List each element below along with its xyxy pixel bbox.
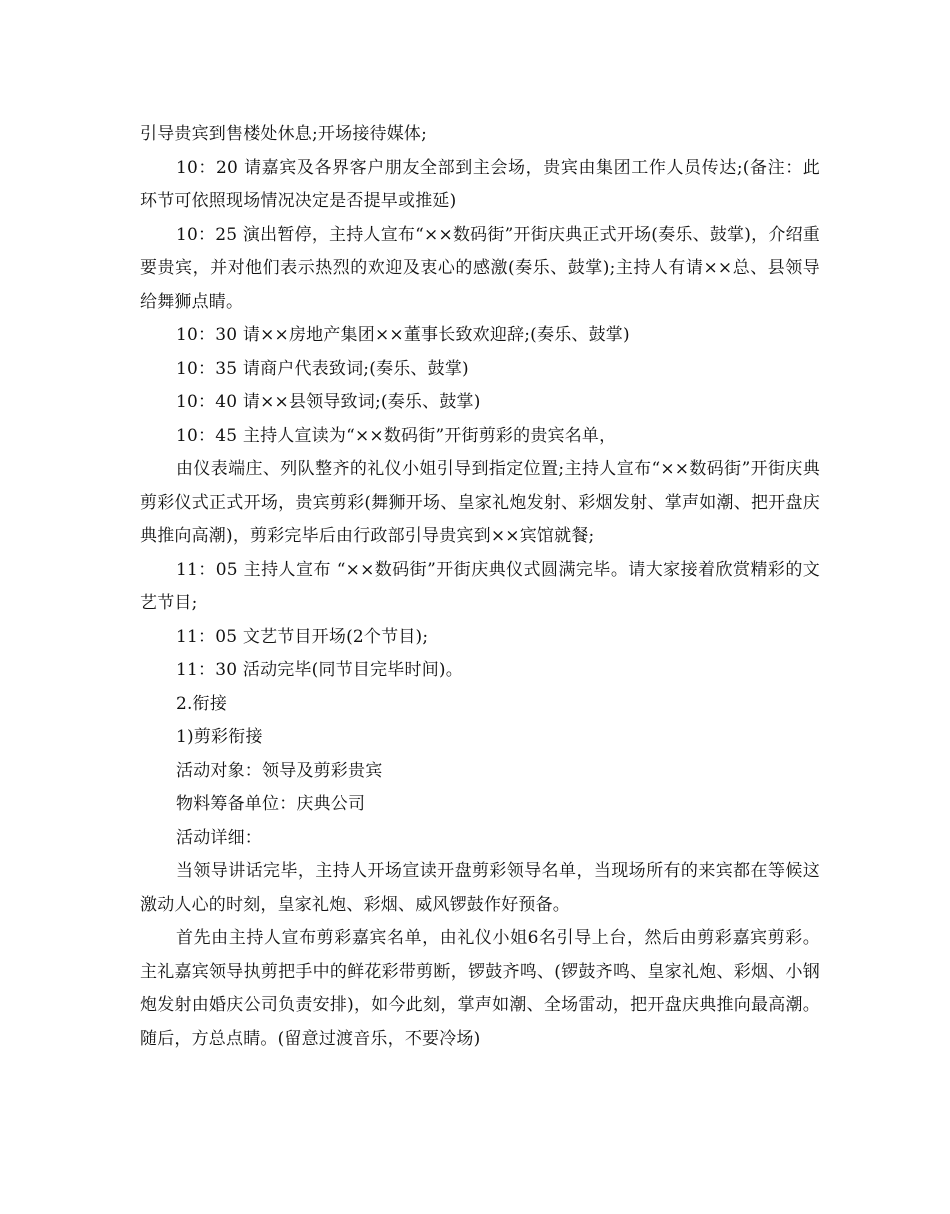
section-heading-connection: 2.衔接 (176, 693, 228, 714)
paragraph-1105-closing: 11：05 主持人宣布 “××数码街”开街庆典仪式圆满完毕。请大家接着欣赏精彩的文艺节目; (140, 559, 820, 613)
paragraph-1030: 10：30 请××房地产集团××董事长致欢迎辞;(奏乐、鼓掌) (176, 325, 630, 345)
paragraph-guide-guests: 引导贵宾到售楼处休息;开场接待媒体; (140, 124, 428, 144)
paragraph-1035: 10：35 请商户代表致词;(奏乐、鼓掌) (176, 358, 469, 379)
paragraph-materials-unit: 物料筹备单位：庆典公司 (176, 794, 366, 814)
paragraph-speech-finish: 当领导讲话完毕，主持人开场宣读开盘剪彩领导名单，当现场所有的来宾都在等候这激动人心的时刻，皇家礼炮、彩烟、威风锣鼓作好预备。 (140, 861, 820, 915)
paragraph-1130: 11：30 活动完毕(同节目完毕时间)。 (176, 660, 463, 680)
paragraph-1040: 10：40 请××县领导致词;(奏乐、鼓掌) (176, 392, 481, 412)
paragraph-1045: 10：45 主持人宣读为“××数码街”开街剪彩的贵宾名单， (176, 425, 617, 446)
paragraph-activity-target: 活动对象：领导及剪彩贵宾 (176, 760, 383, 781)
paragraph-1020: 10：20 请嘉宾及各界客户朋友全部到主会场，贵宾由集团工作人员传达;(备注：此环节可依照现场情况决定是否提早或推延) (140, 157, 820, 211)
paragraph-host-announce: 首先由主持人宣布剪彩嘉宾名单，由礼仪小姐6名引导上台，然后由剪彩嘉宾剪彩。主礼嘉宾领导执剪把手中的鲜花彩带剪断，锣鼓齐鸣、(锣鼓齐鸣、皇家礼炮、彩烟、小钢炮发射由婚庆公司负责安排)，如今此刻，掌声如潮、全场雷动，把开盘庆典推向最高潮。随后，方总点睛。(留意过渡音乐，不要冷场) (140, 928, 820, 1049)
document-body (140, 118, 820, 1056)
subsection-heading-ribbon: 1)剪彩衔接 (176, 727, 263, 747)
paragraph-ribbon-ceremony: 由仪表端庄、列队整齐的礼仪小姐引导到指定位置;主持人宣布“××数码街”开街庆典剪彩仪式正式开场，贵宾剪彩(舞狮开场、皇家礼炮发射、彩烟发射、掌声如潮、把开盘庆典推向高潮)，剪彩完毕后由行政部引导贵宾到××宾馆就餐; (140, 459, 820, 546)
paragraph-1025: 10：25 演出暂停，主持人宣布“××数码街”开街庆典正式开场(奏乐、鼓掌)，介绍重要贵宾，并对他们表示热烈的欢迎及衷心的感激(奏乐、鼓掌);主持人有请××总、县领导给舞狮点睛。 (140, 224, 820, 312)
paragraph-1105-performance: 11：05 文艺节目开场(2个节目); (176, 626, 429, 647)
paragraph-activity-details: 活动详细： (176, 827, 262, 848)
